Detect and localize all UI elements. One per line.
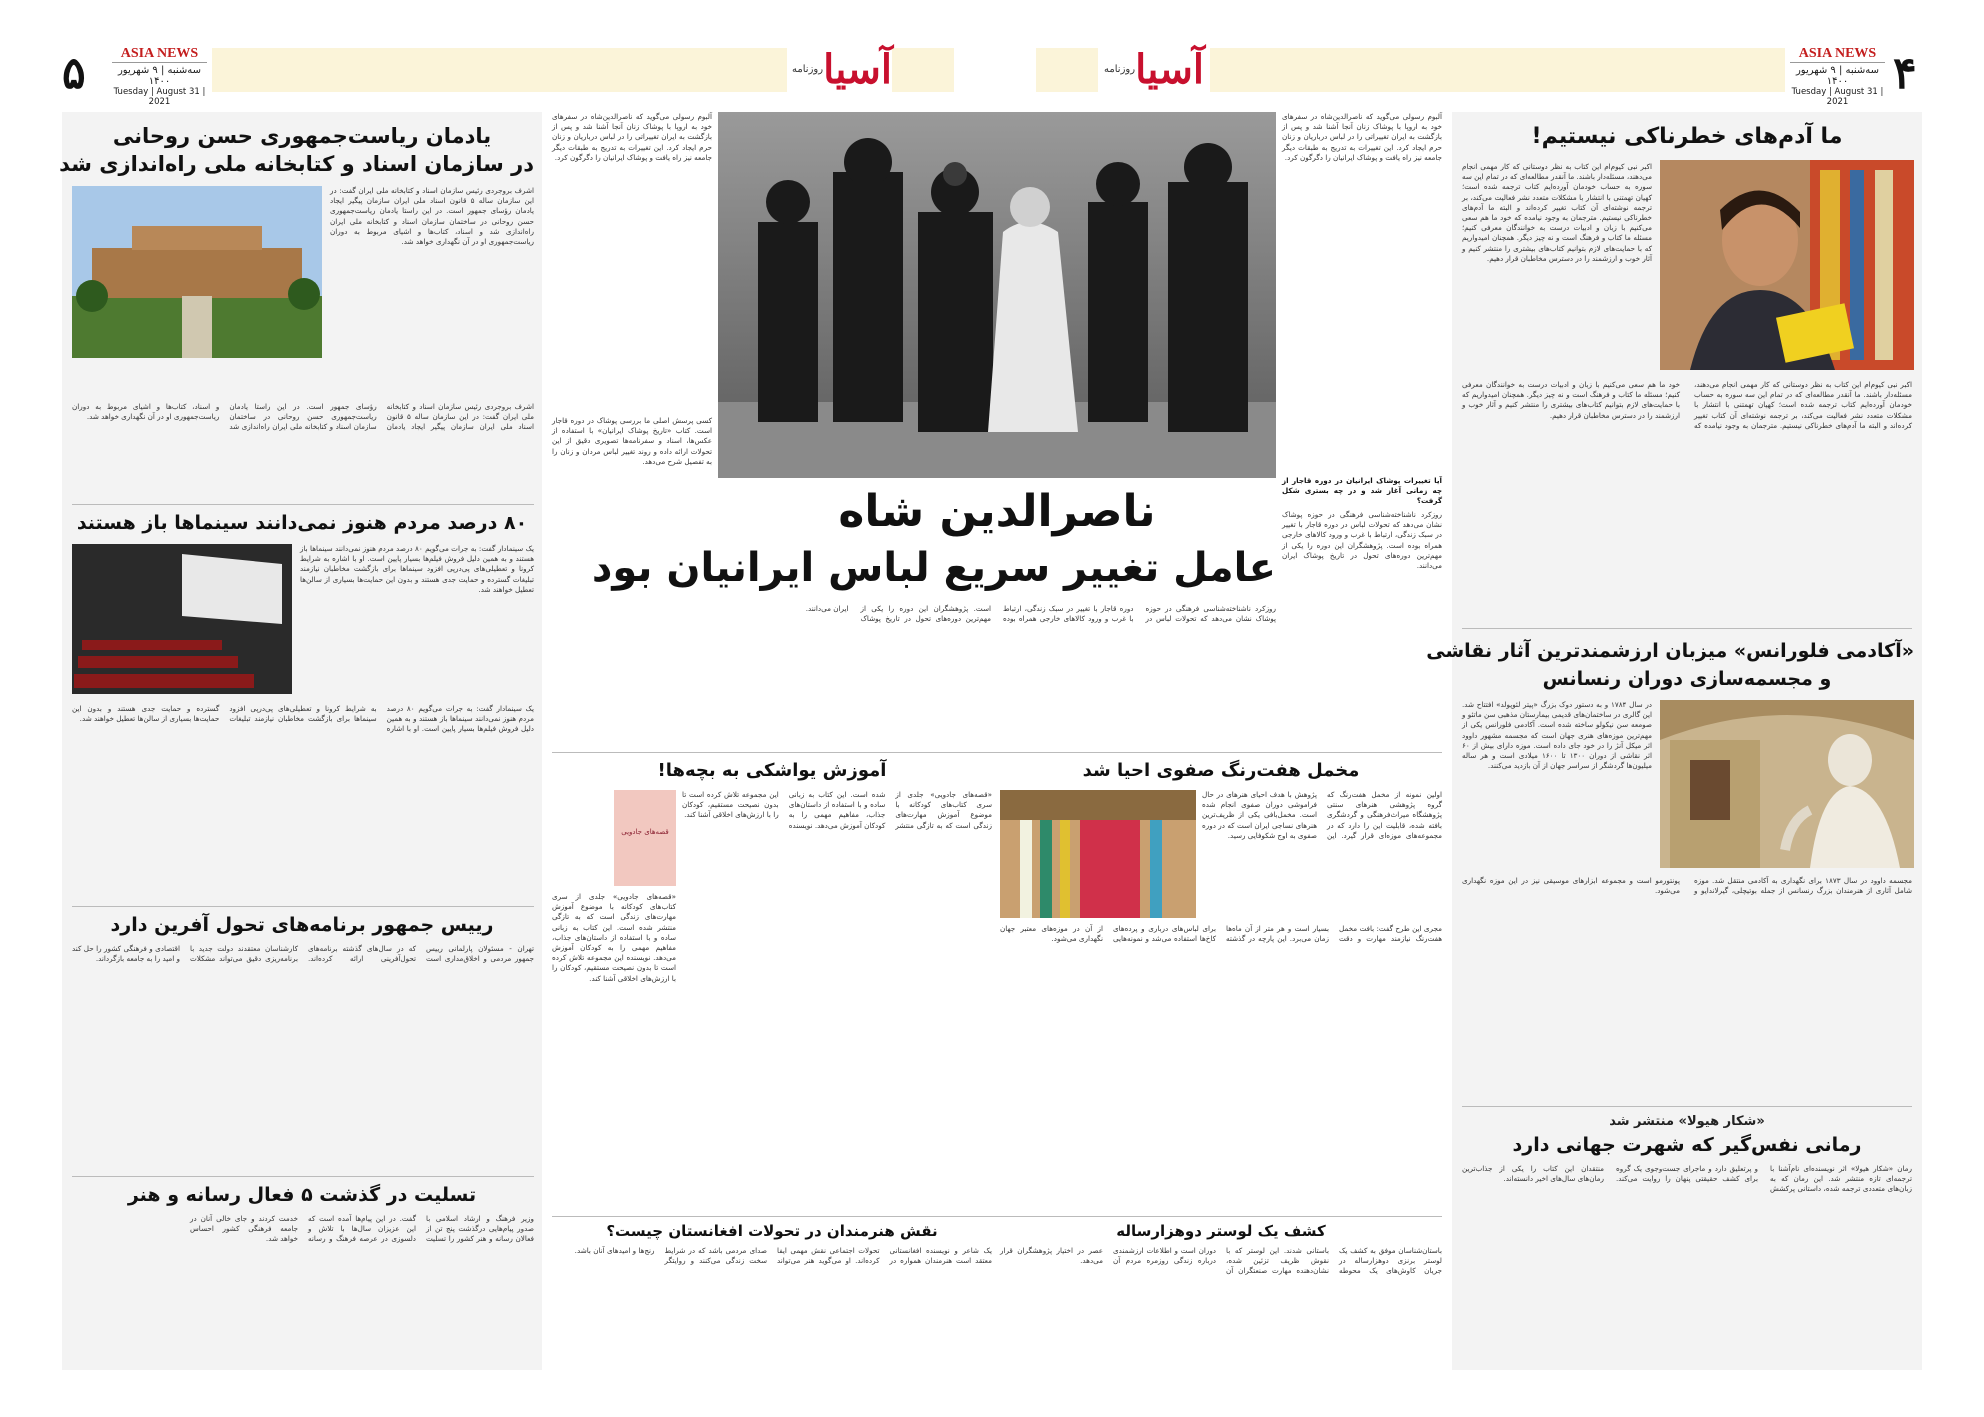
center-right-text-column: آلبوم رسولی می‌گوید که ناصرالدین‌شاه در سفرهای خود به اروپا با پوشاک زنان آنجا آشنا شد و پس از بازگشت به ایران تغییراتی را در لباس درباریان و زنان حرم ایجاد کرد. این تغییرات به تدریج به طبقات دیگر جامعه نیز راه یافت و پوشاک ایرانیان را دگرگون کرد. xyxy=(1282,112,1442,162)
cinema-illustration xyxy=(72,544,292,694)
center-right-text-column-2: روزکرد ناشناخته‌شناسی فرهنگی در حوزه پوشاک نشان می‌دهد که تحولات لباس در دوره قاجار با تغییر در سبک زندگی، ارتباط با غرب و ورود کالاهای خارجی همراه بوده است. پژوهشگران این دوره را یکی از مهم‌ترین دوره‌های تحول در تاریخ پوشاک ایران می‌دانند. xyxy=(1282,510,1442,571)
right-article2-headline-line2: و مجسمه‌سازی دوران رنسانس xyxy=(1542,668,1832,690)
divider xyxy=(552,1216,1442,1217)
date-en: Tuesday | August 31 | 2021 xyxy=(113,87,206,107)
masthead-band-left xyxy=(212,48,787,92)
left-a1-body-cont: اشرف بروجردی رئیس سازمان اسناد و کتابخانه ملی ایران گفت: در این سازمان ساله ۵ قانون اسناد ملی ایران سازمان پیگیر ایجاد یادمان رؤسای جمهور است. در این راستا یادمان ریاست‌جمهوری حسن روحانی در ساختمان سازمان اسناد و کتابخانه ملی ایران راه‌اندازی شد و اسناد، کتاب‌ها و اشیای مربوط به دوران ریاست‌جمهوری او در آن نگهداری خواهد شد. xyxy=(72,402,534,432)
logo-text: آسیا xyxy=(823,46,892,93)
velvet-illustration xyxy=(1000,790,1196,918)
left-a1-body: اشرف بروجردی رئیس سازمان اسناد و کتابخانه ملی ایران گفت: در این سازمان ساله ۵ قانون اسناد ملی ایران سازمان پیگیر ایجاد یادمان رؤسای جمهور است. در این راستا یادمان ریاست‌جمهوری حسن روحانی در ساختمان سازمان اسناد و کتابخانه ملی ایران راه‌اندازی شد و اسناد، کتاب‌ها و اشیای مربوط به دوران ریاست‌جمهوری او در آن نگهداری خواهد شد. xyxy=(330,186,534,247)
left-a2-headline: ۸۰ درصد مردم هنوز نمی‌دانند سینماها باز هستند xyxy=(76,512,528,534)
logo-text: آسیا xyxy=(1135,46,1204,93)
center-left-text-column: آلبوم رسولی می‌گوید که ناصرالدین‌شاه در سفرهای خود به اروپا با پوشاک زنان آنجا آشنا شد و پس از بازگشت به ایران تغییراتی را در لباس درباریان و زنان حرم ایجاد کرد. این تغییرات به تدریج به طبقات دیگر جامعه نیز راه یافت و پوشاک ایرانیان را دگرگون کرد. xyxy=(552,112,712,162)
right-article2-body2: مجسمه داوود در سال ۱۸۷۳ برای نگهداری به آکادمی منتقل شد. موزه شامل آثاری از هنرمندان بزرگ رنسانس از جمله بوتیچلی، گیرلاندایو و پونتورمو است و مجموعه ابزارهای موسیقی نیز در این موزه نگهداری می‌شود. xyxy=(1462,876,1912,896)
david-statue-photo xyxy=(1660,700,1914,868)
mid-left-headline: آموزش یواشکی به بچه‌ها! xyxy=(657,760,887,781)
cinema-hall-photo xyxy=(72,544,292,694)
left-a1-headline-line1: یادمان ریاست‌جمهوری حسن روحانی xyxy=(112,124,492,148)
right-article3-kicker: «شکار هیولا» منتشر شد xyxy=(1609,1114,1765,1129)
historical-photo-illustration xyxy=(718,112,1276,478)
right-article1-body-cont: اکبر نبی کیوم‌ام این کتاب به نظر دوستانی که کار مهمی انجام می‌دهند، مسئله‌دار باشند. ما آنقدر مطالعه‌ای که در تمام این سه سوره به حساب خودمان آورده‌ایم کتاب ترجمه شده است؛ کهیان تهمتنی با انتشار با مشکلات متعدد نشر فعالیت می‌کند، بر ترجمه نوشته‌ای آن کتاب تغییر کرده‌اند و البته ما آدم‌های خطرناکی نیستیم. مترجمان به وجود نیامده که خود ما هم سعی می‌کنیم با زبان و ادبیات درست به خوانندگان معرفی کنیم؛ مسئله ما کتاب و فرهنگ است و نه چیز دیگر. همچنان امیدواریم که با حمایت‌های لازم بتوانیم کتاب‌های بیشتری را منتشر کنیم و آثار خوب و ارزشمند را در دسترس مخاطبان قرار دهیم. xyxy=(1462,380,1912,430)
left-a1-headline-line2: در سازمان اسناد و کتابخانه ملی راه‌اندازی شد xyxy=(59,152,534,176)
logo-sub: روزنامه xyxy=(1104,64,1136,75)
mid-right-body: اولین نمونه از مخمل هفت‌رنگ که گروه پژوهشی هنرهای سنتی پژوهشگاه میراث‌فرهنگی و گردشگری بافته شده، قابلیت این را دارد که در مجموعه‌های موزه‌ای قرار گیرد. این پژوهش با هدف احیای هنرهای در حال فراموشی دوران صفوی انجام شده است. مخمل‌بافی یکی از ظریف‌ترین هنرهای نساجی ایران است که در دوره صفوی به اوج شکوفایی رسید. xyxy=(1202,790,1442,840)
date-en: Tuesday | August 31 | 2021 xyxy=(1791,87,1884,107)
bottom-left-body: یک شاعر و نویسنده افغانستانی معتقد است هنرمندان همواره در تحولات اجتماعی نقش مهمی ایفا کرده‌اند. او می‌گوید هنر می‌تواند صدای مردمی باشد که در شرایط سخت زندگی می‌کنند و روایتگر رنج‌ها و امیدهای آنان باشد. xyxy=(574,1246,992,1266)
divider xyxy=(552,752,1442,753)
qajar-court-photo xyxy=(718,112,1276,478)
left-a4-headline: تسلیت در گذشت ۵ فعال رسانه و هنر xyxy=(127,1184,477,1206)
bottom-left-headline: نقش هنرمندان در تحولات افغانستان چیست؟ xyxy=(606,1222,938,1240)
masthead-cell xyxy=(1036,48,1098,92)
center-left-text-column-2: کسی پرسش اصلی ما بررسی پوشاک در دوره قاجار است. کتاب «تاریخ پوشاک ایرانیان» با استفاده از عکس‌ها، اسناد و سفرنامه‌ها تصویری دقیق از این تحولات ارائه داده و روند تغییر لباس مردان و زنان را به تفصیل شرح می‌دهد. xyxy=(552,416,712,466)
logo-right xyxy=(1104,44,1204,96)
right-article1-body: اکبر نبی کیوم‌ام این کتاب به نظر دوستانی که کار مهمی انجام می‌دهند، مسئله‌دار باشند. ما آنقدر مطالعه‌ای که در تمام این سه سوره به حساب خودمان آورده‌ایم کتاب ترجمه شده است؛ کهیان تهمتنی با انتشار با مشکلات متعدد نشر فعالیت می‌کند، بر ترجمه نوشته‌ای آن کتاب تغییر کرده‌اند و البته ما آدم‌های خطرناکی نیستیم. مترجمان به وجود نیامده که خود ما هم سعی می‌کنیم با زبان و ادبیات درست به خوانندگان معرفی کنیم؛ مسئله ما کتاب و فرهنگ است و نه چیز دیگر. همچنان امیدواریم که با حمایت‌های لازم بتوانیم کتاب‌های بیشتری را منتشر کنیم و آثار خوب و ارزشمند را در دسترس مخاطبان قرار دهیم. xyxy=(1462,162,1652,263)
masthead xyxy=(0,0,1984,108)
right-article1-headline: ما آدم‌های خطرناکی نیستیم! xyxy=(1531,124,1843,149)
right-brand-box xyxy=(1790,46,1885,107)
masthead-cell xyxy=(892,48,954,92)
date-fa: سه‌شنبه | ۹ شهریور ۱۴۰۰ xyxy=(1795,65,1880,87)
book-cover-title: قصه‌های جادویی xyxy=(621,828,669,836)
bottom-right-body: باستان‌شناسان موفق به کشف یک لوستر برنزی دوهزارساله در جریان کاوش‌های یک محوطه باستانی شدند. این لوستر که با نقوش ظریف تزئین شده، نشان‌دهنده مهارت صنعتگران آن دوران است و اطلاعات ارزشمندی درباره زندگی روزمره مردم آن عصر در اختیار پژوهشگران قرار می‌دهد. xyxy=(1000,1246,1442,1276)
brand-en: ASIA NEWS xyxy=(1790,46,1885,63)
left-a3-headline: رییس جمهور برنامه‌های تحول آفرین دارد xyxy=(110,914,494,936)
logo-sub: روزنامه xyxy=(792,64,824,75)
divider xyxy=(1462,1106,1912,1107)
book-cover-photo xyxy=(614,790,676,886)
right-article2-body: در سال ۱۷۸۴ و به دستور دوک بزرگ «پیتر لئوپولد» افتتاح شد. این گالری در ساختمان‌های قدیمی بیمارستان مذهبی سن ماتئو و صومعه سن نیکولو ساخته شده است. آکادمی فلورانس یکی از مهم‌ترین موزه‌های هنری جهان است که مجسمه مشهور داوود اثر میکل آنژ را در خود جای داده است. موزه دارای بیش از ۶۰ اثر نقاشی از دوران ۱۳۰۰ تا ۱۶۰۰ میلادی است و هر ساله میلیون‌ها گردشگر از سراسر جهان از آن بازدید می‌کنند. xyxy=(1462,700,1653,771)
portrait-illustration xyxy=(1660,160,1914,370)
right-article3-headline: رمانی نفس‌گیر که شهرت جهانی دارد xyxy=(1512,1134,1862,1156)
left-a3-body: تهران - مسئولان پارلمانی رییس جمهور مردمی و اخلاق‌مداری است که در سال‌های گذشته برنامه‌های تحول‌آفرینی ارائه کرده‌اند. کارشناسان معتقدند دولت جدید با برنامه‌ریزی دقیق می‌تواند مشکلات اقتصادی و فرهنگی کشور را حل کند و امید را به جامعه بازگرداند. xyxy=(72,944,534,964)
gallery-illustration xyxy=(1660,700,1914,868)
mid-left-body: «قصه‌های جادویی» جلدی از سری کتاب‌های کودکانه با موضوع آموزش مهارت‌های زندگی است که به تازگی منتشر شده است. این کتاب به زبانی ساده و با استفاده از داستان‌های جذاب، مفاهیم مهمی را به کودکان آموزش می‌دهد. نویسنده این مجموعه تلاش کرده است تا بدون نصیحت مستقیم، کودکان را با ارزش‌های اخلاقی آشنا کند. xyxy=(682,790,992,830)
mid-right-body2: مجری این طرح گفت: بافت مخمل هفت‌رنگ نیازمند مهارت و دقت بسیار است و هر متر از آن ماه‌ها زمان می‌برد. این پارچه در گذشته برای لباس‌های درباری و پرده‌های کاخ‌ها استفاده می‌شد و نمونه‌هایی از آن در موزه‌های معتبر جهان نگهداری می‌شود. xyxy=(1000,924,1442,944)
divider xyxy=(1462,628,1912,629)
mid-left-body-cont: «قصه‌های جادویی» جلدی از سری کتاب‌های کودکانه با موضوع آموزش مهارت‌های زندگی است که به تازگی منتشر شده است. این کتاب به زبانی ساده و با استفاده از داستان‌های جذاب، مفاهیم مهمی را به کودکان آموزش می‌دهد. نویسنده این مجموعه تلاش کرده است تا بدون نصیحت مستقیم، کودکان را با ارزش‌های اخلاقی آشنا کند. xyxy=(552,892,676,983)
center-headline-line1: ناصرالدین شاه xyxy=(838,486,1156,537)
center-bottom-body: روزکرد ناشناخته‌شناسی فرهنگی در حوزه پوشاک نشان می‌دهد که تحولات لباس در دوره قاجار با تغییر در سبک زندگی، ارتباط با غرب و ورود کالاهای خارجی همراه بوده است. پژوهشگران این دوره را یکی از مهم‌ترین دوره‌های تحول در تاریخ پوشاک ایران می‌دانند. xyxy=(805,604,1276,624)
center-right-qa: آیا تغییرات پوشاک ایرانیان در دوره قاجار از چه زمانی آغاز شد و در چه بستری شکل گرفت؟ xyxy=(1282,476,1442,506)
divider xyxy=(72,906,534,907)
right-page-number: ۴ xyxy=(1893,48,1917,99)
mid-right-headline: مخمل هفت‌رنگ صفوی احیا شد xyxy=(1082,760,1360,781)
left-a2-body-cont: یک سینمادار گفت: به جرات می‌گویم ۸۰ درصد مردم هنوز نمی‌دانند سینماها باز هستند و به همین دلیل فروش فیلم‌ها بسیار پایین است. او با اشاره به شرایط کرونا و تعطیلی‌های پی‌درپی افزود سینماها برای بازگشت مخاطبان نیازمند تبلیغات گسترده و حمایت جدی هستند و بدون این حمایت‌ها بسیاری از سالن‌ها تعطیل خواهند شد. xyxy=(72,704,534,734)
divider xyxy=(72,1176,534,1177)
library-illustration xyxy=(72,186,322,358)
velvet-fabric-photo xyxy=(1000,790,1196,918)
left-a2-body: یک سینمادار گفت: به جرات می‌گویم ۸۰ درصد مردم هنوز نمی‌دانند سینماها باز هستند و به همین دلیل فروش فیلم‌ها بسیار پایین است. او با اشاره به شرایط کرونا و تعطیلی‌های پی‌درپی افزود سینماها برای بازگشت مخاطبان نیازمند تبلیغات گسترده و حمایت جدی هستند و بدون این حمایت‌ها بسیاری از سالن‌ها تعطیل خواهند شد. xyxy=(300,544,535,594)
logo-left xyxy=(792,44,892,96)
brand-en: ASIA NEWS xyxy=(112,46,207,63)
divider xyxy=(72,504,534,505)
bottom-right-headline: کشف یک لوستر دوهزارساله xyxy=(1116,1222,1326,1240)
right-article3-body: رمان «شکار هیولا» اثر نویسنده‌ای نام‌آشنا با ترجمه‌ای تازه منتشر شد. این رمان که به زبان‌های متعددی ترجمه شده، داستانی پرکشش و پرتعلیق دارد و ماجرای جست‌وجوی یک گروه برای کشف حقیقتی پنهان را روایت می‌کند. منتقدان این کتاب را یکی از جذاب‌ترین رمان‌های سال‌های اخیر دانسته‌اند. xyxy=(1462,1164,1912,1194)
author-portrait-photo xyxy=(1660,160,1914,370)
national-library-photo xyxy=(72,186,322,358)
date-fa: سه‌شنبه | ۹ شهریور ۱۴۰۰ xyxy=(117,65,202,87)
center-headline-line2: عامل تغییر سریع لباس ایرانیان بود xyxy=(591,545,1276,591)
masthead-band-right xyxy=(1210,48,1785,92)
left-brand-box xyxy=(112,46,207,107)
left-a4-body: وزیر فرهنگ و ارشاد اسلامی با صدور پیام‌هایی درگذشت پنج تن از فعالان رسانه و هنر کشور را تسلیت گفت. در این پیام‌ها آمده است که این عزیزان سال‌ها با تلاش و دلسوزی در عرصه فرهنگ و رسانه خدمت کردند و جای خالی آنان در جامعه فرهنگی کشور احساس خواهد شد. xyxy=(190,1214,534,1244)
left-page-number: ۵ xyxy=(62,48,86,99)
right-article2-headline-line1: «آکادمی فلورانس» میزبان ارزشمندترین آثار نقاشی xyxy=(1426,640,1914,662)
